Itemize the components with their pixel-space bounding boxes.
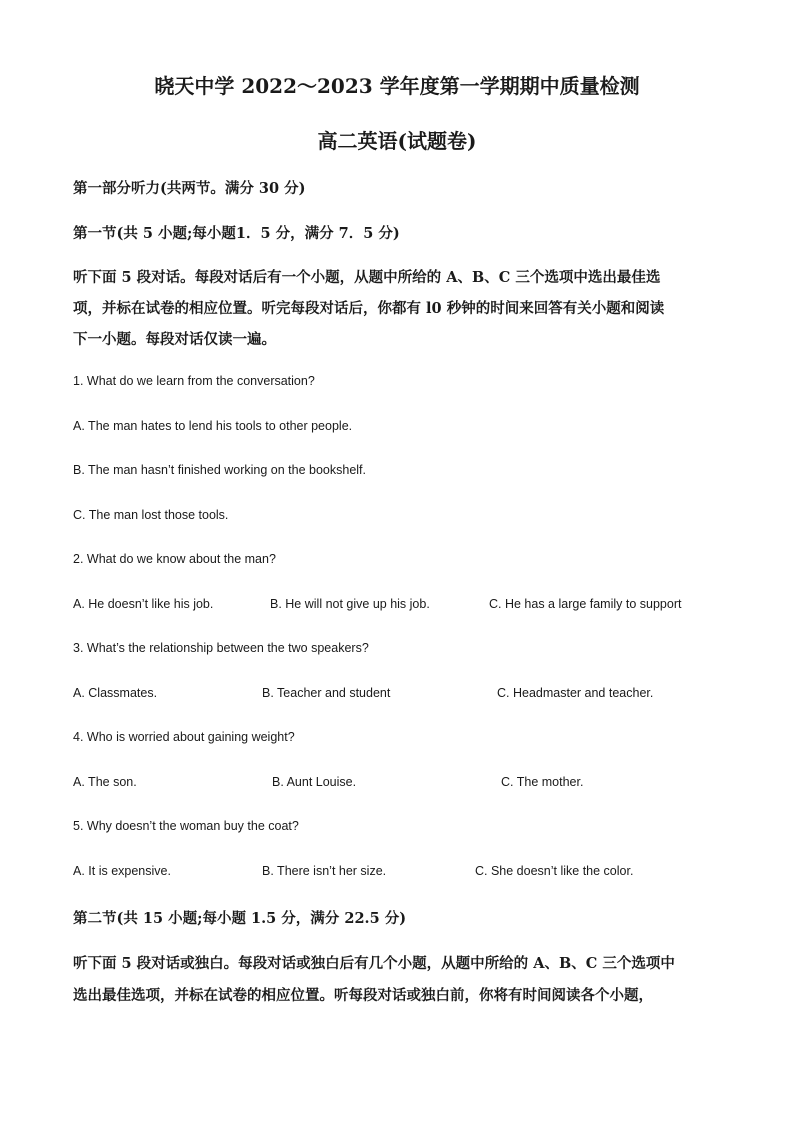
exam-subtitle: 高二英语(试题卷) [317, 129, 477, 153]
question-3-option-c: C. Headmaster and teacher. [497, 686, 654, 700]
question-5-option-b: B. There isn’t her size. [262, 864, 387, 878]
question-5-option-c: C. She doesn’t like the color. [475, 864, 634, 878]
question-4-option-a: A. The son. [73, 775, 137, 789]
section2-instruction-line: 听下面 5 段对话或独白。每段对话或独白后有几个小题，从题中所给的 A、B、C 三个选项中 [73, 955, 675, 972]
part1-heading: 第一部分听力(共两节。满分 30 分) [73, 180, 306, 197]
question-2-option-b: B. He will not give up his job. [270, 597, 430, 611]
question-3-option-b: B. Teacher and student [262, 686, 391, 700]
section1-heading: 第一节(共 5 小题;每小题1．5 分，满分 7．5 分) [73, 225, 400, 242]
question-3-stem: 3. What’s the relationship between the two speakers? [73, 641, 369, 655]
question-5-stem: 5. Why doesn’t the woman buy the coat? [73, 819, 299, 833]
question-2-option-a: A. He doesn’t like his job. [73, 597, 214, 611]
question-2-option-c: C. He has a large family to support [489, 597, 682, 611]
question-3-option-a: A. Classmates. [73, 686, 158, 700]
question-1-stem: 1. What do we learn from the conversation? [73, 374, 315, 388]
exam-title: 晓天中学 2022～2023 学年度第一学期期中质量检测 [154, 74, 640, 98]
section2-heading: 第二节(共 15 小题;每小题 1.5 分，满分 22.5 分) [73, 910, 407, 927]
question-2-stem: 2. What do we know about the man? [73, 552, 276, 566]
question-1-option-b: B. The man hasn’t finished working on the bookshelf. [73, 463, 366, 477]
question-1-option-c: C. The man lost those tools. [73, 508, 229, 522]
section1-instruction-line: 听下面 5 段对话。每段对话后有一个小题，从题中所给的 A、B、C 三个选项中选出最佳选 [73, 269, 661, 286]
question-5-option-a: A. It is expensive. [73, 864, 171, 878]
question-4-option-c: C. The mother. [501, 775, 584, 789]
section2-instruction-line: 选出最佳选项，并标在试卷的相应位置。听每段对话或独白前，你将有时间阅读各个小题， [73, 987, 653, 1004]
section1-instruction-line: 下一小题。每段对话仅读一遍。 [73, 331, 276, 348]
section1-instruction-line: 项，并标在试卷的相应位置。听完每段对话后，你都有 l0 秒钟的时间来回答有关小题和阅读 [73, 300, 665, 317]
question-4-stem: 4. Who is worried about gaining weight? [73, 730, 295, 744]
question-4-option-b: B. Aunt Louise. [272, 775, 357, 789]
question-1-option-a: A. The man hates to lend his tools to other people. [73, 419, 353, 433]
